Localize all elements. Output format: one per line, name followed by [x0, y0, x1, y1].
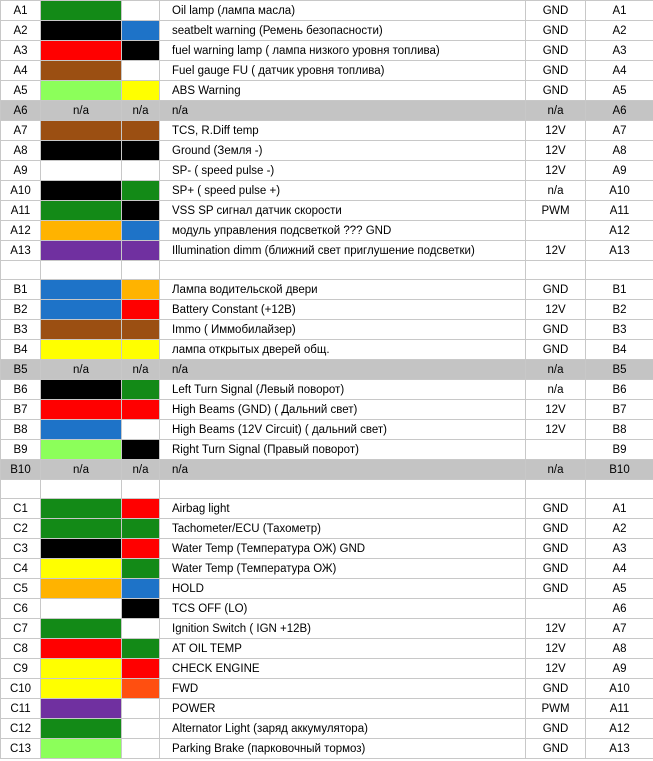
pin-row — [1, 579, 653, 599]
terminal-label: A8 — [586, 141, 653, 161]
pin-label: C13 — [1, 739, 41, 759]
signal-type: GND — [526, 41, 586, 61]
pin-label: A9 — [1, 161, 41, 181]
signal-type: GND — [526, 1, 586, 21]
secondary-wire-color: n/a — [122, 460, 160, 480]
pin-description: TCS, R.Diff temp — [160, 121, 526, 141]
pin-row — [1, 181, 653, 201]
pin-label: C8 — [1, 639, 41, 659]
pinout-table-body — [1, 1, 653, 759]
pin-description: Immo ( Иммобилайзер) — [160, 320, 526, 340]
signal-type: 12V — [526, 300, 586, 320]
primary-wire-color — [41, 221, 122, 241]
pin-row — [1, 221, 653, 241]
spacer-cell — [1, 261, 41, 280]
pin-description: Tachometer/ECU (Тахометр) — [160, 519, 526, 539]
terminal-label: A7 — [586, 619, 653, 639]
spacer-cell — [526, 261, 586, 280]
pin-description: Right Turn Signal (Правый поворот) — [160, 440, 526, 460]
pin-description: модуль управления подсветкой ??? GND — [160, 221, 526, 241]
terminal-label: A9 — [586, 161, 653, 181]
pin-row — [1, 1, 653, 21]
pin-label: A12 — [1, 221, 41, 241]
pin-row — [1, 400, 653, 420]
pin-row — [1, 519, 653, 539]
pin-row — [1, 380, 653, 400]
primary-wire-color — [41, 420, 122, 440]
pin-label: B6 — [1, 380, 41, 400]
signal-type: GND — [526, 739, 586, 759]
pin-label: C11 — [1, 699, 41, 719]
pin-row — [1, 320, 653, 340]
pin-description: Ignition Switch ( IGN +12В) — [160, 619, 526, 639]
terminal-label: A9 — [586, 659, 653, 679]
primary-wire-color — [41, 539, 122, 559]
pin-description: n/a — [160, 360, 526, 380]
primary-wire-color: n/a — [41, 101, 122, 121]
secondary-wire-color — [122, 340, 160, 360]
pin-description: n/a — [160, 460, 526, 480]
primary-wire-color — [41, 380, 122, 400]
secondary-wire-color — [122, 221, 160, 241]
terminal-label: B6 — [586, 380, 653, 400]
secondary-wire-color — [122, 21, 160, 41]
spacer-cell — [122, 261, 160, 280]
spacer-cell — [122, 480, 160, 499]
terminal-label: A4 — [586, 61, 653, 81]
section-spacer-row — [1, 480, 653, 499]
pin-description: Water Temp (Температура ОЖ) — [160, 559, 526, 579]
spacer-cell — [41, 261, 122, 280]
pin-row — [1, 121, 653, 141]
pin-description: ABS Warning — [160, 81, 526, 101]
pin-description: SP- ( speed pulse -) — [160, 161, 526, 181]
signal-type: PWM — [526, 699, 586, 719]
secondary-wire-color — [122, 719, 160, 739]
terminal-label: B2 — [586, 300, 653, 320]
pin-row — [1, 559, 653, 579]
secondary-wire-color — [122, 201, 160, 221]
spacer-cell — [1, 480, 41, 499]
pin-label: C12 — [1, 719, 41, 739]
pin-label: A3 — [1, 41, 41, 61]
pin-row — [1, 639, 653, 659]
signal-type: GND — [526, 539, 586, 559]
secondary-wire-color — [122, 440, 160, 460]
primary-wire-color: n/a — [41, 360, 122, 380]
primary-wire-color — [41, 1, 122, 21]
pin-label: A13 — [1, 241, 41, 261]
signal-type: GND — [526, 719, 586, 739]
primary-wire-color — [41, 81, 122, 101]
pin-row — [1, 161, 653, 181]
signal-type: 12V — [526, 659, 586, 679]
pin-row — [1, 41, 653, 61]
terminal-label: A3 — [586, 41, 653, 61]
secondary-wire-color — [122, 181, 160, 201]
pin-label: B3 — [1, 320, 41, 340]
terminal-label: A12 — [586, 719, 653, 739]
pin-description: Battery Constant (+12В) — [160, 300, 526, 320]
pin-row — [1, 539, 653, 559]
pin-label: C9 — [1, 659, 41, 679]
pin-description: POWER — [160, 699, 526, 719]
pin-label: C2 — [1, 519, 41, 539]
terminal-label: A1 — [586, 499, 653, 519]
secondary-wire-color — [122, 320, 160, 340]
terminal-label: B8 — [586, 420, 653, 440]
pin-row — [1, 300, 653, 320]
secondary-wire-color — [122, 699, 160, 719]
pin-description: High Beams (12V Circuit) ( дальний свет) — [160, 420, 526, 440]
primary-wire-color — [41, 499, 122, 519]
primary-wire-color — [41, 300, 122, 320]
pin-label: C7 — [1, 619, 41, 639]
signal-type — [526, 440, 586, 460]
pin-description: Illumination dimm (ближний свет приглушение подсветки) — [160, 241, 526, 261]
terminal-label: A1 — [586, 1, 653, 21]
pin-description: CHECK ENGINE — [160, 659, 526, 679]
primary-wire-color — [41, 579, 122, 599]
terminal-label: B1 — [586, 280, 653, 300]
pin-label: B8 — [1, 420, 41, 440]
primary-wire-color — [41, 699, 122, 719]
secondary-wire-color — [122, 539, 160, 559]
pin-description: FWD — [160, 679, 526, 699]
secondary-wire-color — [122, 639, 160, 659]
primary-wire-color — [41, 121, 122, 141]
pin-row — [1, 81, 653, 101]
pin-row — [1, 699, 653, 719]
primary-wire-color — [41, 559, 122, 579]
pin-label: A1 — [1, 1, 41, 21]
secondary-wire-color — [122, 619, 160, 639]
signal-type: GND — [526, 679, 586, 699]
primary-wire-color — [41, 639, 122, 659]
signal-type: GND — [526, 519, 586, 539]
primary-wire-color — [41, 241, 122, 261]
terminal-label: A5 — [586, 81, 653, 101]
secondary-wire-color — [122, 241, 160, 261]
pin-row — [1, 719, 653, 739]
primary-wire-color — [41, 400, 122, 420]
primary-wire-color — [41, 719, 122, 739]
signal-type: 12V — [526, 161, 586, 181]
terminal-label: A3 — [586, 539, 653, 559]
terminal-label: A10 — [586, 679, 653, 699]
spacer-cell — [160, 480, 526, 499]
pin-description: Airbag light — [160, 499, 526, 519]
terminal-label: A11 — [586, 201, 653, 221]
terminal-label: A7 — [586, 121, 653, 141]
signal-type: GND — [526, 579, 586, 599]
signal-type: n/a — [526, 181, 586, 201]
signal-type: 12V — [526, 619, 586, 639]
terminal-label: A4 — [586, 559, 653, 579]
secondary-wire-color — [122, 61, 160, 81]
pin-label: B7 — [1, 400, 41, 420]
primary-wire-color: n/a — [41, 460, 122, 480]
pin-description: VSS SP сигнал датчик скорости — [160, 201, 526, 221]
signal-type: GND — [526, 320, 586, 340]
pin-row — [1, 101, 653, 121]
pin-label: B4 — [1, 340, 41, 360]
terminal-label: B3 — [586, 320, 653, 340]
pin-label: A4 — [1, 61, 41, 81]
pin-description: n/a — [160, 101, 526, 121]
pin-description: High Beams (GND) ( Дальний свет) — [160, 400, 526, 420]
primary-wire-color — [41, 619, 122, 639]
pin-row — [1, 340, 653, 360]
pin-row — [1, 201, 653, 221]
spacer-cell — [586, 261, 653, 280]
signal-type — [526, 599, 586, 619]
secondary-wire-color — [122, 81, 160, 101]
signal-type: GND — [526, 499, 586, 519]
primary-wire-color — [41, 519, 122, 539]
pin-row — [1, 460, 653, 480]
primary-wire-color — [41, 599, 122, 619]
terminal-label: B9 — [586, 440, 653, 460]
pin-row — [1, 241, 653, 261]
terminal-label: A8 — [586, 639, 653, 659]
signal-type: PWM — [526, 201, 586, 221]
secondary-wire-color — [122, 739, 160, 759]
primary-wire-color — [41, 340, 122, 360]
pin-label: B2 — [1, 300, 41, 320]
pin-row — [1, 739, 653, 759]
signal-type: 12V — [526, 241, 586, 261]
primary-wire-color — [41, 440, 122, 460]
pin-description: Left Turn Signal (Левый поворот) — [160, 380, 526, 400]
secondary-wire-color: n/a — [122, 101, 160, 121]
pin-row — [1, 679, 653, 699]
pin-label: A6 — [1, 101, 41, 121]
pin-description: лампа открытых дверей общ. — [160, 340, 526, 360]
terminal-label: B4 — [586, 340, 653, 360]
pin-row — [1, 360, 653, 380]
primary-wire-color — [41, 659, 122, 679]
secondary-wire-color — [122, 41, 160, 61]
terminal-label: B7 — [586, 400, 653, 420]
pin-row — [1, 61, 653, 81]
pin-description: seatbelt warning (Ремень безопасности) — [160, 21, 526, 41]
terminal-label: A2 — [586, 519, 653, 539]
pin-row — [1, 659, 653, 679]
pin-label: C1 — [1, 499, 41, 519]
spacer-cell — [586, 480, 653, 499]
pin-label: A7 — [1, 121, 41, 141]
secondary-wire-color — [122, 559, 160, 579]
signal-type: 12V — [526, 121, 586, 141]
primary-wire-color — [41, 280, 122, 300]
pin-label: A5 — [1, 81, 41, 101]
pin-row — [1, 440, 653, 460]
pin-row — [1, 21, 653, 41]
signal-type: GND — [526, 61, 586, 81]
section-spacer-row — [1, 261, 653, 280]
spacer-cell — [41, 480, 122, 499]
spacer-cell — [160, 261, 526, 280]
pin-label: C5 — [1, 579, 41, 599]
secondary-wire-color — [122, 280, 160, 300]
primary-wire-color — [41, 141, 122, 161]
terminal-label: A6 — [586, 599, 653, 619]
pin-label: A2 — [1, 21, 41, 41]
primary-wire-color — [41, 21, 122, 41]
signal-type: 12V — [526, 141, 586, 161]
signal-type: n/a — [526, 360, 586, 380]
signal-type: n/a — [526, 101, 586, 121]
pin-description: HOLD — [160, 579, 526, 599]
signal-type — [526, 221, 586, 241]
pin-label: B10 — [1, 460, 41, 480]
terminal-label: B5 — [586, 360, 653, 380]
pin-row — [1, 499, 653, 519]
signal-type: 12V — [526, 420, 586, 440]
pin-description: Parking Brake (парковочный тормоз) — [160, 739, 526, 759]
signal-type: 12V — [526, 400, 586, 420]
secondary-wire-color — [122, 519, 160, 539]
pin-label: B9 — [1, 440, 41, 460]
primary-wire-color — [41, 181, 122, 201]
pin-label: A8 — [1, 141, 41, 161]
pin-description: TCS OFF (LO) — [160, 599, 526, 619]
pin-description: Ground (Земля -) — [160, 141, 526, 161]
secondary-wire-color — [122, 579, 160, 599]
pin-label: C3 — [1, 539, 41, 559]
pin-description: Fuel gauge FU ( датчик уровня топлива) — [160, 61, 526, 81]
pin-label: C10 — [1, 679, 41, 699]
pin-label: A10 — [1, 181, 41, 201]
pin-label: B5 — [1, 360, 41, 380]
pin-description: Oil lamp (лампа масла) — [160, 1, 526, 21]
terminal-label: B10 — [586, 460, 653, 480]
secondary-wire-color — [122, 161, 160, 181]
spacer-cell — [526, 480, 586, 499]
secondary-wire-color — [122, 599, 160, 619]
pin-label: C6 — [1, 599, 41, 619]
signal-type: n/a — [526, 460, 586, 480]
terminal-label: A13 — [586, 739, 653, 759]
secondary-wire-color — [122, 300, 160, 320]
secondary-wire-color: n/a — [122, 360, 160, 380]
pin-label: B1 — [1, 280, 41, 300]
terminal-label: A6 — [586, 101, 653, 121]
secondary-wire-color — [122, 659, 160, 679]
terminal-label: A12 — [586, 221, 653, 241]
secondary-wire-color — [122, 380, 160, 400]
secondary-wire-color — [122, 679, 160, 699]
signal-type: n/a — [526, 380, 586, 400]
terminal-label: A11 — [586, 699, 653, 719]
secondary-wire-color — [122, 420, 160, 440]
signal-type: GND — [526, 280, 586, 300]
primary-wire-color — [41, 61, 122, 81]
terminal-label: A10 — [586, 181, 653, 201]
pin-row — [1, 599, 653, 619]
primary-wire-color — [41, 41, 122, 61]
pin-label: A11 — [1, 201, 41, 221]
signal-type: GND — [526, 559, 586, 579]
pin-label: C4 — [1, 559, 41, 579]
secondary-wire-color — [122, 141, 160, 161]
terminal-label: A5 — [586, 579, 653, 599]
primary-wire-color — [41, 739, 122, 759]
secondary-wire-color — [122, 400, 160, 420]
pin-row — [1, 420, 653, 440]
signal-type: GND — [526, 340, 586, 360]
primary-wire-color — [41, 320, 122, 340]
secondary-wire-color — [122, 121, 160, 141]
pin-description: SP+ ( speed pulse +) — [160, 181, 526, 201]
signal-type: 12V — [526, 639, 586, 659]
pin-row — [1, 141, 653, 161]
primary-wire-color — [41, 679, 122, 699]
pin-description: Water Temp (Температура ОЖ) GND — [160, 539, 526, 559]
signal-type: GND — [526, 81, 586, 101]
pin-description: Лампа водительской двери — [160, 280, 526, 300]
pin-description: AT OIL TEMP — [160, 639, 526, 659]
pin-description: fuel warning lamp ( лампа низкого уровня топлива) — [160, 41, 526, 61]
signal-type: GND — [526, 21, 586, 41]
terminal-label: A13 — [586, 241, 653, 261]
secondary-wire-color — [122, 499, 160, 519]
terminal-label: A2 — [586, 21, 653, 41]
pin-row — [1, 619, 653, 639]
pin-row — [1, 280, 653, 300]
secondary-wire-color — [122, 1, 160, 21]
primary-wire-color — [41, 201, 122, 221]
pin-description: Alternator Light (заряд аккумулятора) — [160, 719, 526, 739]
primary-wire-color — [41, 161, 122, 181]
